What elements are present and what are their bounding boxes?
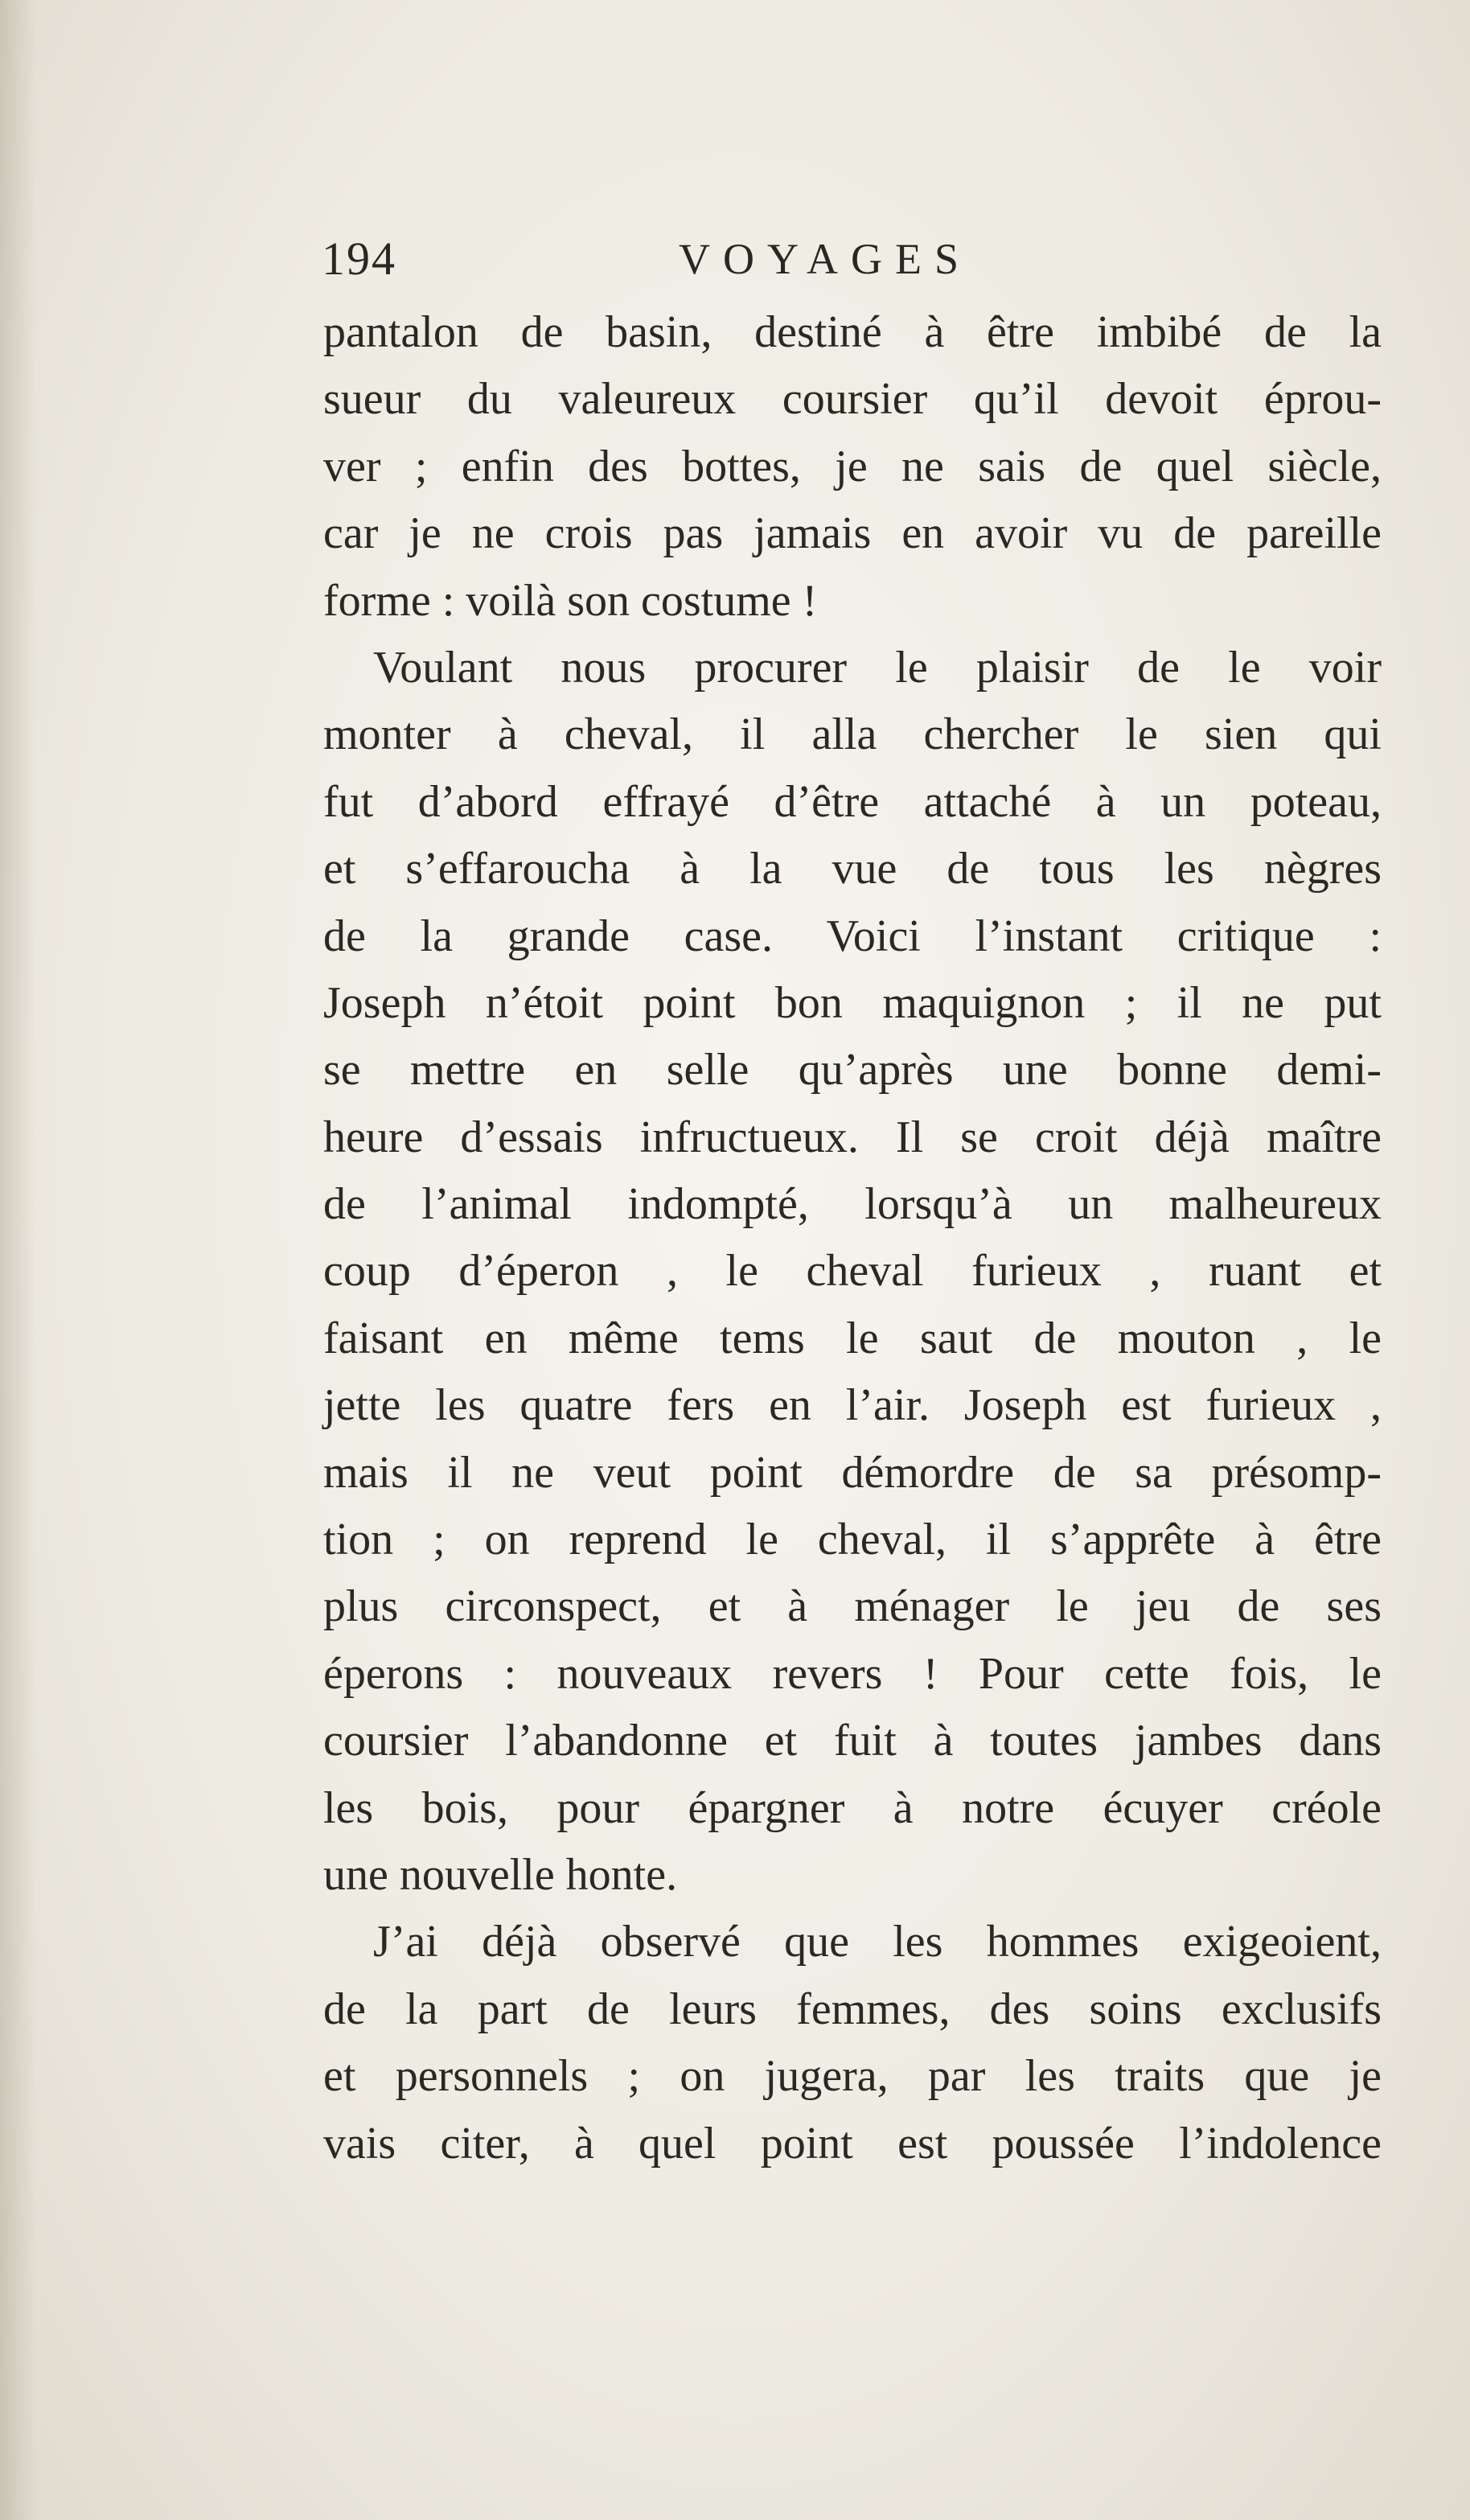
text-line: de la part de leurs femmes, des soins exclusifs (323, 1984, 1382, 2034)
page-gutter-shadow (0, 0, 37, 2520)
text-line: et s’effaroucha à la vue de tous les nègres (323, 844, 1382, 894)
text-line: ver ; enfin des bottes, je ne sais de quel siècle, (323, 441, 1382, 491)
text-line: coursier l’abandonne et fuit à toutes jambes dans (323, 1716, 1382, 1766)
text-line: coup d’éperon , le cheval furieux , ruant et (323, 1246, 1382, 1297)
paragraph-2 (323, 635, 1382, 1909)
text-line: jette les quatre fers en l’air. Joseph est furieux , (323, 1380, 1382, 1431)
text-line: Joseph n’étoit point bon maquignon ; il ne put (323, 977, 1382, 1028)
text-line: Voulant nous procurer le plaisir de le voir (373, 642, 1382, 693)
text-line: tion ; on reprend le cheval, il s’apprête à être (323, 1515, 1382, 1565)
text-line: J’ai déjà observé que les hommes exigeoient, (373, 1917, 1382, 1967)
text-line: de la grande case. Voici l’instant critique : (323, 911, 1382, 961)
body-text (323, 299, 1382, 2177)
text-line: mais il ne veut point démordre de sa présomp- (323, 1447, 1382, 1498)
text-line: fut d’abord effrayé d’être attaché à un poteau, (323, 776, 1382, 827)
text-line: se mettre en selle qu’après une bonne demi- (323, 1045, 1382, 1096)
paragraph-1 (323, 299, 1382, 635)
text-line: monter à cheval, il alla chercher le sien qui (323, 709, 1382, 760)
text-line: car je ne crois pas jamais en avoir vu de pareille (323, 508, 1382, 559)
text-line: plus circonspect, et à ménager le jeu de ses (323, 1581, 1382, 1632)
text-line: vais citer, à quel point est poussée l’indolence (323, 2118, 1382, 2169)
text-line: une nouvelle honte. (323, 1849, 678, 1900)
text-line: de l’animal indompté, lorsqu’à un malheureux (323, 1179, 1382, 1230)
text-line: sueur du valeureux coursier qu’il devoit éprou- (323, 374, 1382, 425)
page-header (322, 227, 1383, 291)
text-line: forme : voilà son costume ! (323, 575, 818, 626)
text-line: faisant en même tems le saut de mouton , le (323, 1313, 1382, 1363)
paragraph-3 (323, 1909, 1382, 2177)
text-line: les bois, pour épargner à notre écuyer créole (323, 1782, 1382, 1833)
text-line: et personnels ; on jugera, par les traits que je (323, 2051, 1382, 2102)
page-number: 194 (322, 232, 396, 285)
text-line: éperons : nouveaux revers ! Pour cette fois, le (323, 1648, 1382, 1699)
text-line: pantalon de basin, destiné à être imbibé de la (323, 307, 1382, 357)
running-title: VOYAGES (679, 235, 972, 283)
text-line: heure d’essais infructueux. Il se croit déjà maître (323, 1112, 1382, 1162)
